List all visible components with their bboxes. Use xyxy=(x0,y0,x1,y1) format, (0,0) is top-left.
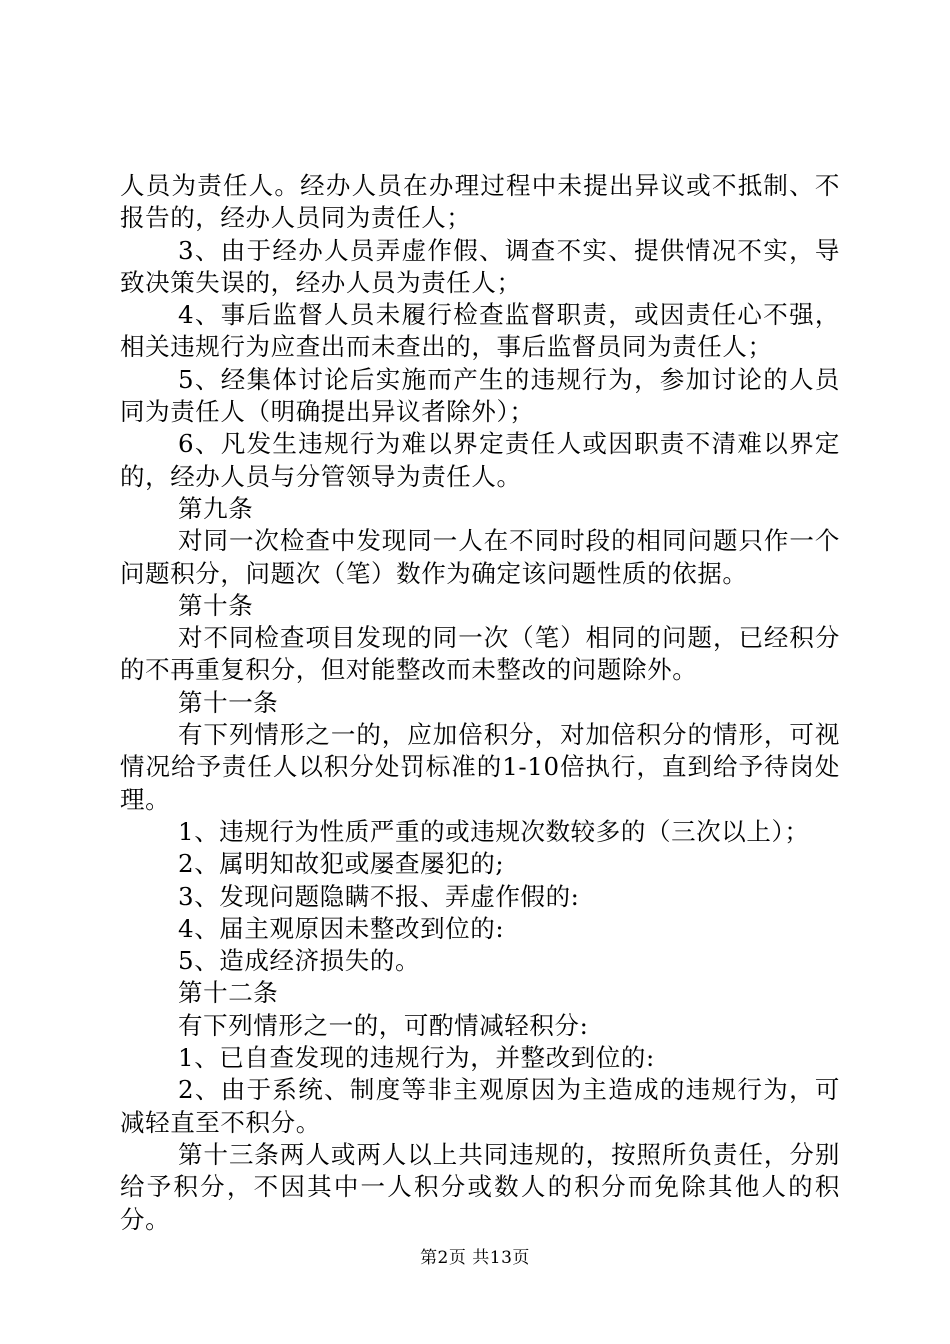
paragraph-4: 5、经集体讨论后实施而产生的违规行为，参加讨论的人员同为责任人（明确提出异议者除外）； xyxy=(120,364,840,427)
paragraph-1: 人员为责任人。经办人员在办理过程中未提出异议或不抵制、不报告的，经办人员同为责任人； xyxy=(120,171,840,233)
article-heading-12: 第十二条 xyxy=(178,978,279,1008)
page-footer: 第2页 共13页 xyxy=(420,1248,530,1268)
article-heading-10: 第十条 xyxy=(178,590,254,620)
article-heading-11: 第十一条 xyxy=(178,687,279,717)
article-13: 第十三条两人或两人以上共同违规的，按照所负责任，分别给予积分，不因其中一人积分或数人的积分而免除其他人的积分。 xyxy=(120,1139,840,1234)
paragraph-2: 3、由于经办人员弄虚作假、调查不实、提供情况不实，导致决策失误的，经办人员为责任人； xyxy=(120,235,840,297)
list-item-5: 5、造成经济损失的。 xyxy=(178,946,421,976)
list-item-reduce-1: 1、已自查发现的违规行为，并整改到位的: xyxy=(178,1043,655,1073)
list-item-reduce-2: 2、由于系统、制度等非主观原因为主造成的违规行为，可减轻直至不积分。 xyxy=(120,1075,840,1137)
list-item-2: 2、属明知故犯或屡查屡犯的; xyxy=(178,849,505,879)
list-item-3: 3、发现问题隐瞒不报、弄虚作假的: xyxy=(178,881,580,911)
list-item-4: 4、届主观原因未整改到位的: xyxy=(178,913,505,943)
paragraph-7: 对同一次检查中发现同一人在不同时段的相同问题只作一个问题积分，问题次（笔）数作为确定该问题性质的依据。 xyxy=(120,526,840,588)
document-body xyxy=(120,170,840,1236)
list-item-1: 1、违规行为性质严重的或违规次数较多的（三次以上）； xyxy=(178,816,810,846)
paragraph-9: 对不同检查项目发现的同一次（笔）相同的问题，已经积分的不再重复积分，但对能整改而未整改的问题除外。 xyxy=(120,623,840,685)
paragraph-18: 有下列情形之一的，可酌情减轻积分: xyxy=(178,1010,589,1040)
article-heading-9: 第九条 xyxy=(178,493,254,523)
paragraph-11: 有下列情形之一的，应加倍积分，对加倍积分的情形，可视情况给予责任人以积分处罚标准的1-10倍执行，直到给予待岗处理。 xyxy=(120,720,840,814)
paragraph-5: 6、凡发生违规行为难以界定责任人或因职责不清难以界定的，经办人员与分管领导为责任人。 xyxy=(120,429,840,491)
paragraph-3: 4、事后监督人员未履行检查监督职责，或因责任心不强，相关违规行为应查出而未查出的，事后监督员同为责任人； xyxy=(120,300,840,362)
